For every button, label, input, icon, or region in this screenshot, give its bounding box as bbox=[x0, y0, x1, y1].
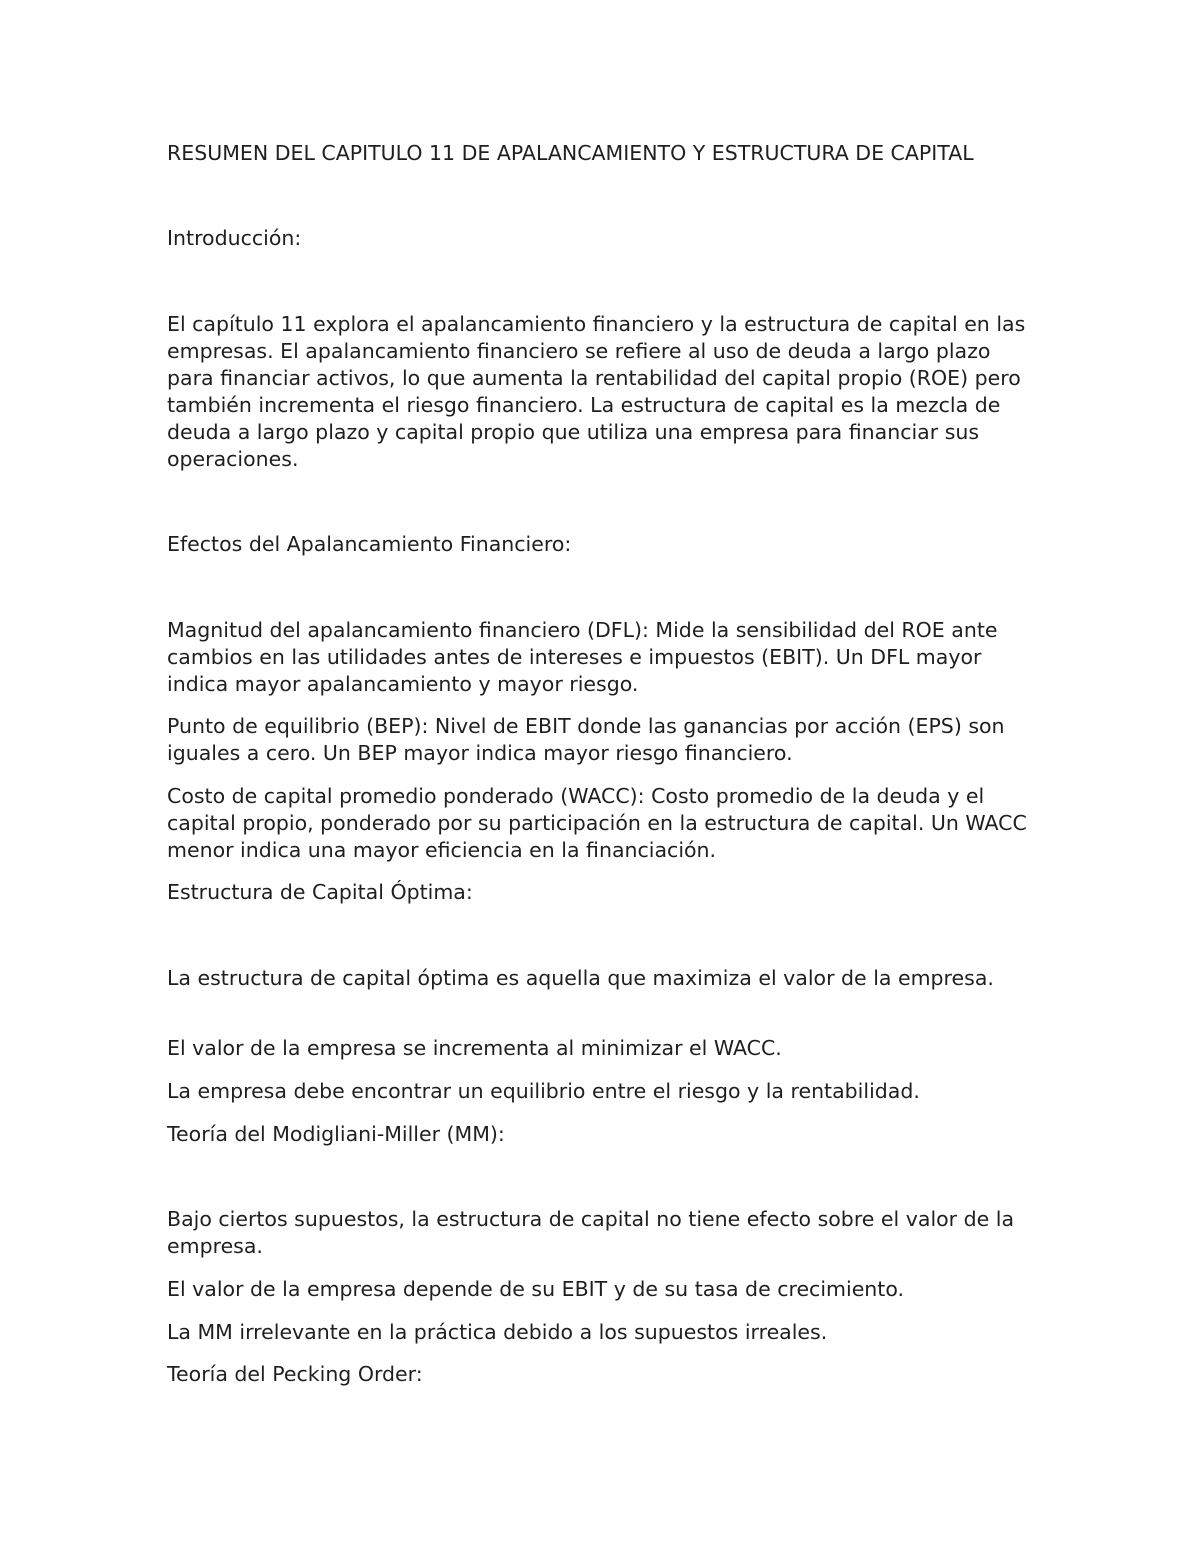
pecking-heading: Teoría del Pecking Order: bbox=[167, 1362, 423, 1386]
mm-item-1: Bajo ciertos supuestos, la estructura de capital no tiene efecto sobre el valor de la empresa. bbox=[167, 1207, 1015, 1258]
effects-item-wacc: Costo de capital promedio ponderado (WACC): Costo promedio de la deuda y el capital propio, ponderado por su participación en la estructura de capital. Un WACC menor indica una mayor eficiencia en la financiación. bbox=[167, 784, 1027, 862]
intro-paragraph: El capítulo 11 explora el apalancamiento financiero y la estructura de capital en las empresas. El apalancamiento financiero se refiere al uso de deuda a largo plazo para financiar activos, lo que aumenta la rentabilidad del capital propio (ROE) pero también incrementa el riesgo financiero. La estructura de capital es la mezcla de deuda a largo plazo y capital propio que utiliza una empresa para financiar sus operaciones. bbox=[167, 312, 1026, 471]
optimal-heading: Estructura de Capital Óptima: bbox=[167, 880, 473, 904]
effects-item-dfl: Magnitud del apalancamiento financiero (DFL): Mide la sensibilidad del ROE ante cambios en las utilidades antes de intereses e impuestos (EBIT). Un DFL mayor indica mayor apalancamiento y mayor riesgo. bbox=[167, 618, 998, 696]
mm-item-2: El valor de la empresa depende de su EBIT y de su tasa de crecimiento. bbox=[167, 1277, 905, 1301]
document-title: RESUMEN DEL CAPITULO 11 DE APALANCAMIENTO Y ESTRUCTURA DE CAPITAL bbox=[167, 141, 974, 165]
effects-heading: Efectos del Apalancamiento Financiero: bbox=[167, 532, 572, 556]
optimal-item-2: El valor de la empresa se incrementa al minimizar el WACC. bbox=[167, 1036, 782, 1060]
intro-heading: Introducción: bbox=[167, 226, 302, 250]
effects-item-bep: Punto de equilibrio (BEP): Nivel de EBIT donde las ganancias por acción (EPS) son iguales a cero. Un BEP mayor indica mayor riesgo financiero. bbox=[167, 714, 1005, 765]
optimal-item-1: La estructura de capital óptima es aquella que maximiza el valor de la empresa. bbox=[167, 966, 994, 990]
mm-heading: Teoría del Modigliani-Miller (MM): bbox=[167, 1122, 505, 1146]
mm-item-3: La MM irrelevante en la práctica debido a los supuestos irreales. bbox=[167, 1320, 828, 1344]
optimal-item-3: La empresa debe encontrar un equilibrio entre el riesgo y la rentabilidad. bbox=[167, 1079, 920, 1103]
